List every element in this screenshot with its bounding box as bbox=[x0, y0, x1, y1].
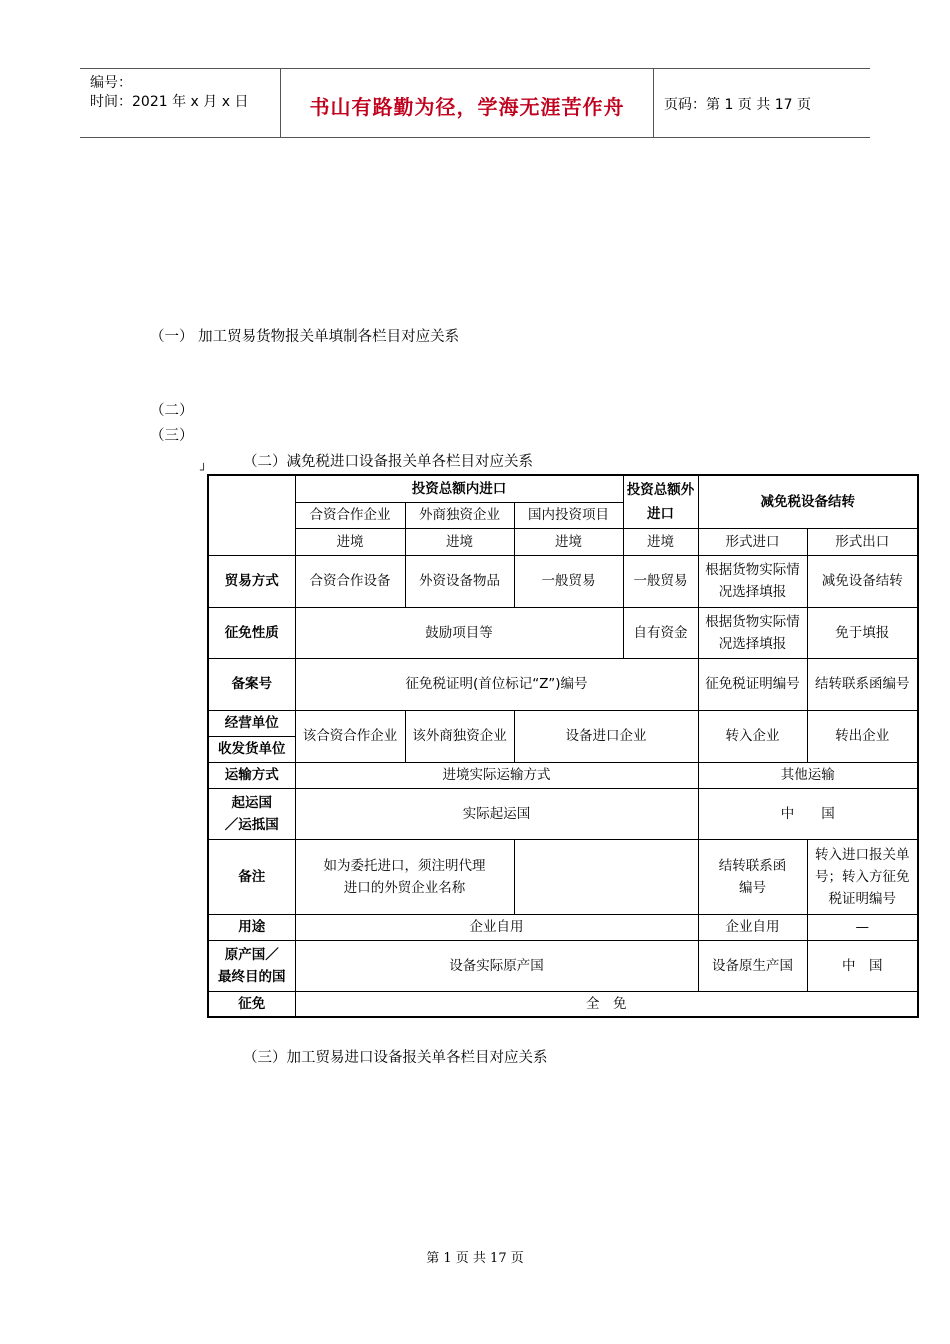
section-3-title: （三）加工贸易进口设备报关单各栏目对应关系 bbox=[243, 1050, 548, 1066]
table-cell: 征免税证明编号 bbox=[698, 658, 807, 710]
header-invest-out: 投资总额外进口 bbox=[623, 475, 698, 528]
table-cell: 结转联系函编号 bbox=[807, 658, 918, 710]
table-cell: 企业自用 bbox=[295, 914, 698, 940]
row-usage bbox=[208, 914, 918, 940]
sub-jv: 合资合作企业 bbox=[295, 502, 405, 528]
entry-2: 进境 bbox=[405, 528, 514, 555]
formal-in: 形式进口 bbox=[698, 528, 807, 555]
table-cell: 转出企业 bbox=[807, 710, 918, 762]
outline-item-3: （三） bbox=[150, 428, 194, 444]
row-label: 贸易方式 bbox=[208, 555, 295, 607]
table-cell: 根据货物实际情况选择填报 bbox=[698, 555, 807, 607]
table-cell: 征免税证明(首位标记“Z”)编号 bbox=[295, 658, 698, 710]
table-cell: 企业自用 bbox=[698, 914, 807, 940]
row-remarks bbox=[208, 839, 918, 914]
row-label-stack bbox=[208, 940, 295, 991]
row-origin-country bbox=[208, 788, 918, 839]
table-cell: 中 国 bbox=[807, 940, 918, 991]
header-transfer: 减免税设备结转 bbox=[698, 475, 918, 528]
header-page-cell bbox=[654, 69, 870, 137]
table-header-row-1 bbox=[208, 475, 918, 502]
page-header bbox=[80, 68, 870, 138]
table-cell: 一般贸易 bbox=[514, 555, 623, 607]
number-label: 编号： bbox=[90, 75, 132, 91]
table-cell: 设备实际原产国 bbox=[295, 940, 698, 991]
table-cell: 该外商独资企业 bbox=[405, 710, 514, 762]
table-cell: 合资合作设备 bbox=[295, 555, 405, 607]
table-cell: 设备原生产国 bbox=[698, 940, 807, 991]
row-operator bbox=[208, 710, 918, 762]
header-motto-cell bbox=[281, 69, 654, 137]
row-label: 征免 bbox=[208, 991, 295, 1017]
table-corner-mark: ┘ bbox=[200, 463, 208, 477]
table-cell: 其他运输 bbox=[698, 762, 918, 788]
sub-foreign: 外商独资企业 bbox=[405, 502, 514, 528]
row-label: 原产国／ bbox=[224, 946, 279, 963]
time-label: 时间：2021 年 x 月 x 日 bbox=[90, 94, 249, 110]
table-cell: 该合资合作企业 bbox=[295, 710, 405, 762]
row-label: ／运抵国 bbox=[224, 816, 279, 833]
table-cell: 全 免 bbox=[295, 991, 918, 1017]
row-label: 经营单位 bbox=[209, 711, 295, 737]
table-cell: 外资设备物品 bbox=[405, 555, 514, 607]
table-corner-cell bbox=[208, 475, 295, 555]
row-label: 起运国 bbox=[231, 794, 272, 811]
table-cell: 如为委托进口，须注明代理进口的外贸企业名称 bbox=[295, 839, 514, 914]
outline-item-1: （一） 加工贸易货物报关单填制各栏目对应关系 bbox=[150, 329, 460, 345]
entry-3: 进境 bbox=[514, 528, 623, 555]
outline-item-2: （二） bbox=[150, 403, 194, 419]
table-cell: 设备进口企业 bbox=[514, 710, 698, 762]
section-2-title: （二）减免税进口设备报关单各栏目对应关系 bbox=[243, 454, 533, 470]
header-meta bbox=[80, 69, 281, 137]
row-record-no bbox=[208, 658, 918, 710]
table-cell: 自有资金 bbox=[623, 607, 698, 658]
table-cell: 免于填报 bbox=[807, 607, 918, 658]
row-label: 最终目的国 bbox=[218, 968, 286, 985]
row-producing-country bbox=[208, 940, 918, 991]
page-number: 页码：第 1 页 共 17 页 bbox=[664, 97, 811, 113]
table-cell: 实际起运国 bbox=[295, 788, 698, 839]
table-header-row-3 bbox=[208, 528, 918, 555]
row-label: 收发货单位 bbox=[218, 740, 286, 757]
table-cell: 结转联系函编号 bbox=[698, 839, 807, 914]
page-footer: 第 1 页 共 17 页 bbox=[426, 1251, 524, 1266]
row-levy-nature bbox=[208, 607, 918, 658]
row-label-split bbox=[208, 710, 295, 762]
sub-domestic: 国内投资项目 bbox=[514, 502, 623, 528]
table-cell: 进境实际运输方式 bbox=[295, 762, 698, 788]
row-label: 运输方式 bbox=[208, 762, 295, 788]
table-cell: 根据货物实际情况选择填报 bbox=[698, 607, 807, 658]
row-levy bbox=[208, 991, 918, 1017]
entry-1: 进境 bbox=[295, 528, 405, 555]
formal-out: 形式出口 bbox=[807, 528, 918, 555]
table-cell: 鼓励项目等 bbox=[295, 607, 623, 658]
table-cell: 转入企业 bbox=[698, 710, 807, 762]
header-invest-in: 投资总额内进口 bbox=[295, 475, 623, 502]
row-label-stack bbox=[208, 788, 295, 839]
row-label: 用途 bbox=[208, 914, 295, 940]
row-label: 备案号 bbox=[208, 658, 295, 710]
table-cell: — bbox=[807, 914, 918, 940]
entry-4: 进境 bbox=[623, 528, 698, 555]
table-cell: 一般贸易 bbox=[623, 555, 698, 607]
row-trade-mode bbox=[208, 555, 918, 607]
table-cell: 减免设备结转 bbox=[807, 555, 918, 607]
row-label: 征免性质 bbox=[208, 607, 295, 658]
row-transport bbox=[208, 762, 918, 788]
table-cell: 转入进口报关单号；转入方征免税证明编号 bbox=[807, 839, 918, 914]
motto: 书山有路勤为径，学海无涯苦作舟 bbox=[309, 95, 625, 119]
table-cell bbox=[514, 839, 698, 914]
table-cell: 中 国 bbox=[698, 788, 918, 839]
row-label: 备注 bbox=[208, 839, 295, 914]
equipment-declaration-table bbox=[207, 474, 919, 1018]
